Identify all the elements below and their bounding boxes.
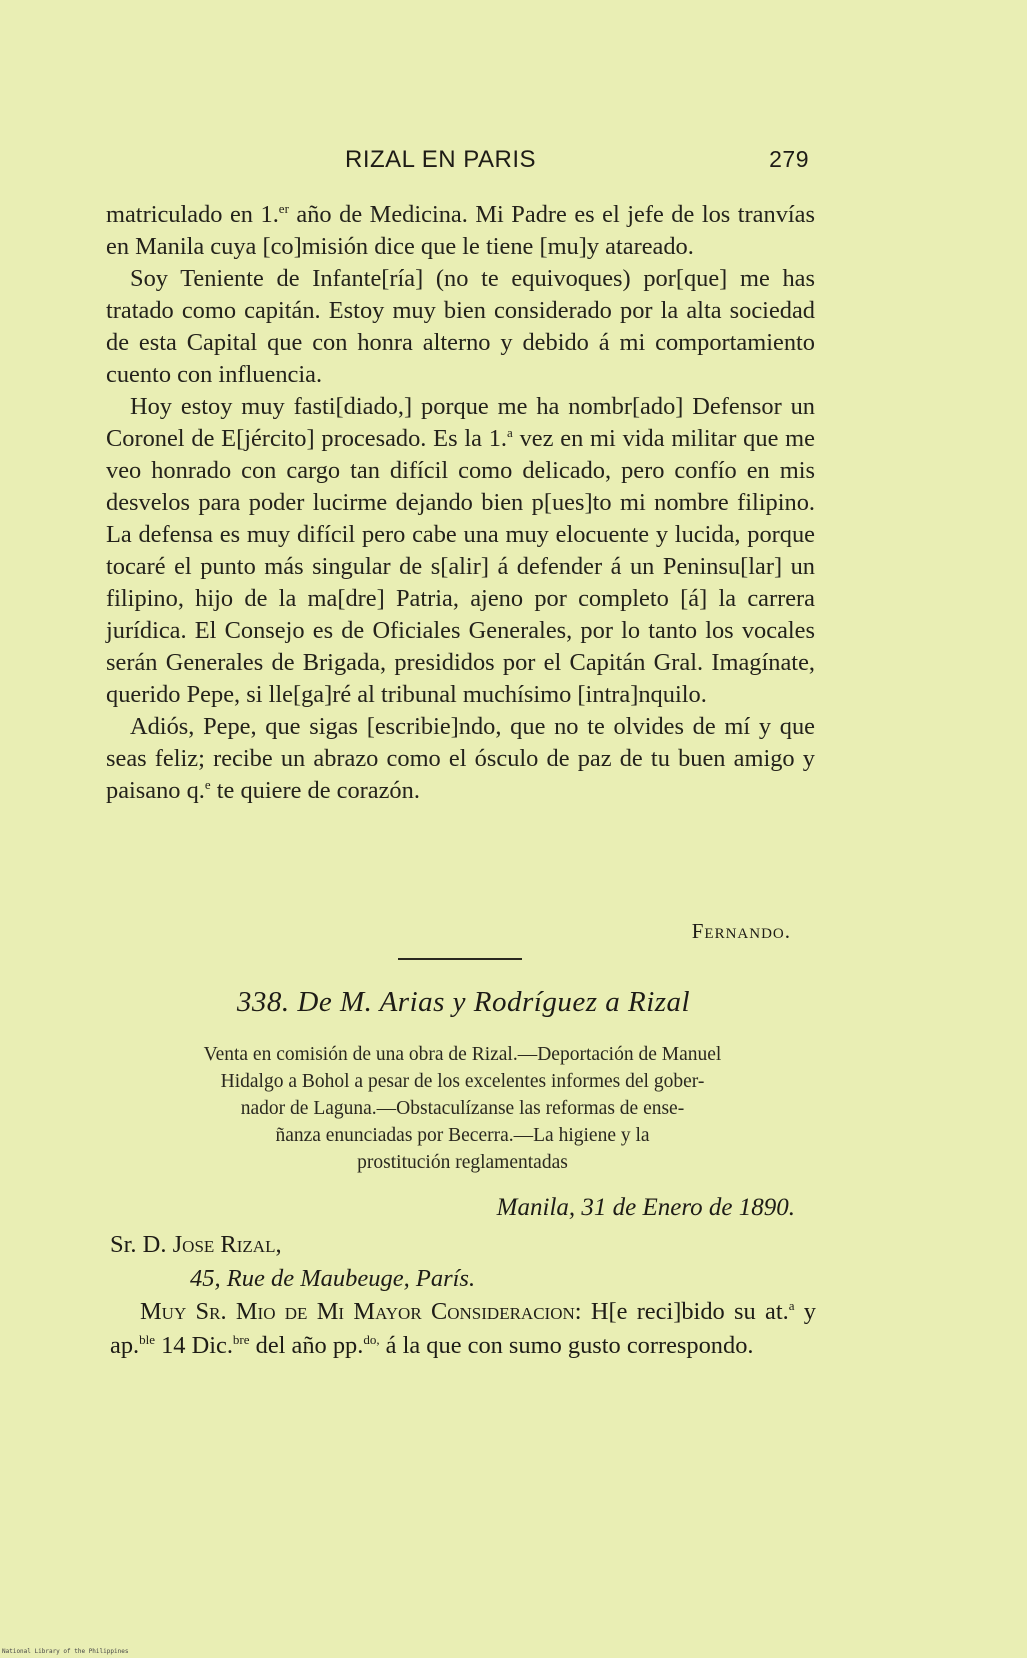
text-run: matriculado en 1.: [106, 201, 279, 228]
summary-line: prostitución reglamentadas: [357, 1152, 568, 1173]
superscript: ble: [139, 1332, 156, 1347]
addressee-block: [110, 1228, 475, 1296]
letter-body: [106, 199, 815, 807]
summary-line: Hidalgo a Bohol a pesar de los excelentes informes del gober-: [220, 1071, 705, 1092]
text-run: del año pp.: [249, 1332, 364, 1359]
paragraph-3: [106, 391, 815, 711]
text-run: : H[e reci]bido su at.: [574, 1298, 789, 1325]
addressee-name: Jose Rizal,: [172, 1231, 282, 1258]
addressee: [110, 1228, 475, 1262]
salutation-paragraph: [110, 1295, 816, 1363]
superscript: er: [278, 201, 289, 216]
paragraph-4: [106, 711, 815, 807]
text-run: vez en mi vida militar que me veo honrado con cargo tan difícil como delicado, pero confío en mis desvelos para poder lucirme dejando bien p[ues]to mi nombre filipino. La defensa es muy difícil pero cabe una muy elocuente y lucida, porque tocaré el punto más singular de s[alir] á defender á un Peninsu[lar] un filipino, hijo de la ma[dre] Patria, ajeno por completo [á] la carrera jurídica. El Consejo es de Oficiales Generales, por lo tanto los vocales serán Generales de Brigada, presididos por el Capitán Gral. Imagínate, querido Pepe, si lle[ga]ré al tribunal muchísimo [intra]nquilo.: [106, 425, 815, 708]
summary-line: ñanza enunciadas por Becerra.—La higiene y la: [275, 1125, 650, 1146]
address: 45, Rue de Maubeuge, París.: [190, 1265, 476, 1292]
text-run: año de Medicina. Mi Padre es el jefe de los tranvías en Manila cuya [co]misión dice que le tiene [mu]y atareado.: [106, 201, 815, 260]
superscript: a: [788, 1298, 795, 1313]
addressee-prefix: Sr. D.: [110, 1231, 173, 1258]
paragraph-1: [106, 199, 815, 263]
text-run: 14 Dic.: [155, 1332, 233, 1359]
text-run: Adiós, Pepe, que sigas [escribie]ndo, que no te olvides de mí y que seas feliz; recibe un abrazo como el ósculo de paz de tu buen amigo y paisano q.: [106, 713, 815, 804]
section-divider: [398, 958, 522, 960]
text-run: y ap.: [110, 1298, 816, 1359]
salutation: Muy Sr. Mio de Mi Mayor Consideracion: [140, 1298, 575, 1325]
summary-line: nador de Laguna.—Obstaculízanse las reformas de ense-: [240, 1098, 685, 1119]
superscript: bre: [232, 1332, 250, 1347]
text-run: Hoy estoy muy fasti[diado,] porque me ha nombr[ado] Defensor un Coronel de E[jército] procesado. Es la 1.: [106, 393, 815, 452]
text-run: á la que con sumo gusto correspondo.: [379, 1332, 754, 1359]
dateline: Manila, 31 de Enero de 1890.: [496, 1194, 795, 1221]
superscript: e: [204, 777, 211, 792]
paragraph-2: Soy Teniente de Infante[ría] (no te equivoques) por[que] me has tratado como capitán. Estoy muy bien considerado por la alta sociedad de esta Capital que con honra alterno y debido á mi comportamiento cuento con influencia.: [106, 265, 815, 388]
text-run: te quiere de corazón.: [210, 777, 420, 804]
letter-heading: 338. De M. Arias y Rodríguez a Rizal: [236, 986, 691, 1018]
letter-summary: [108, 1041, 817, 1176]
superscript: do,: [363, 1332, 380, 1347]
page-number: 279: [769, 146, 809, 172]
footer-credit: National Library of the Philippines: [2, 1648, 129, 1655]
summary-line: Venta en comisión de una obra de Rizal.—Deportación de Manuel: [203, 1044, 722, 1065]
signature: Fernando.: [691, 919, 791, 943]
running-head-title: RIZAL EN PARIS: [345, 146, 537, 173]
superscript: a: [507, 425, 513, 440]
